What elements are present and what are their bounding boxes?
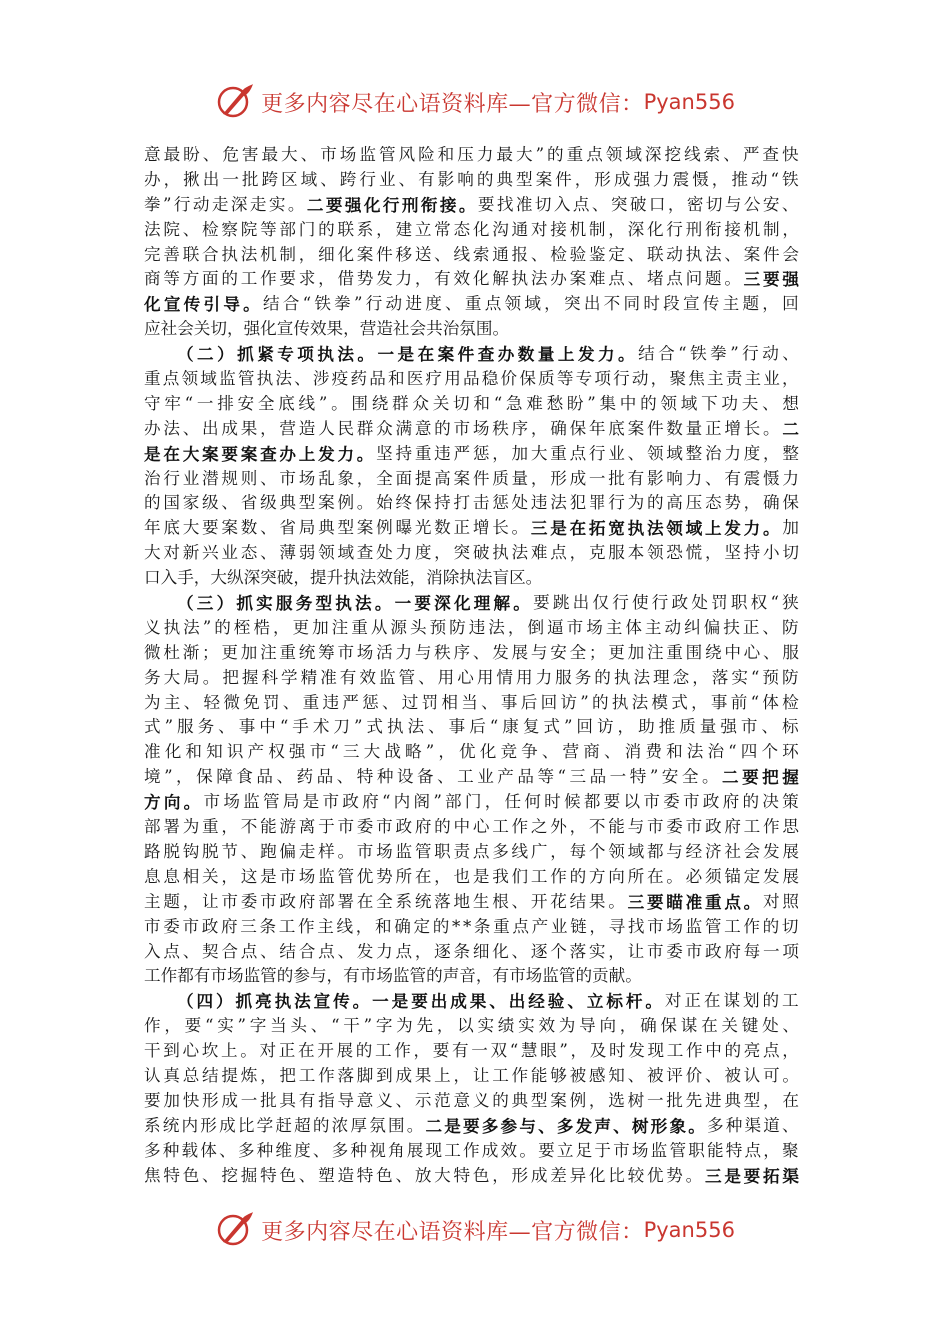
quill-logo-icon — [215, 1210, 255, 1250]
text-line: 作 ， 要 “ 实 ” 字 当 头 、 “ 干 ” 字 为 先 ， 以 实 绩 实 效 为 导 向 ， 确 保 谋 在 关 键 处 、 — [144, 1016, 799, 1036]
header-watermark-banner — [0, 82, 950, 122]
text-line: 式 ” 服 务 、 事 中 “ 手 术 刀 ” 式 执 法 、 事 后 “ 康 复 式 ” 回 访 ， 助 推 质 量 强 市 、 标 — [144, 717, 799, 737]
text-line: 焦 特 色 、 挖 掘 特 色 、 塑 造 特 色 、 放 大 特 色 ， 形 成 差 异 化 比 较 优 势 。 三 是 要 拓 渠 — [144, 1165, 799, 1186]
text-line: 义 执 法 ” 的 桎 梏 ， 更 加 注 重 从 源 头 预 防 违 法 ， 倒 逼 市 场 主 体 主 动 纠 偏 扶 正 、 防 — [144, 617, 799, 637]
text-line: 大 对 新 兴 业 态 、 薄 弱 领 域 查 处 力 度 ， 突 破 执 法 难 点 ， 克 服 本 领 恐 慌 ， 坚 持 小 切 — [144, 543, 799, 563]
text-line: 方 向 。 市 场 监 管 局 是 市 政 府 “ 内 阁 ” 部 门 ， 任 何 时 候 都 要 以 市 委 市 政 府 的 决 策 — [144, 792, 799, 813]
text-line: 准 化 和 知 识 产 权 强 市 “ 三 大 战 略 ” ， 优 化 竞 争 、 营 商 、 消 费 和 法 治 “ 四 个 环 — [144, 742, 799, 762]
text-line: 的 国 家 级 、 省 级 典 型 案 例 。 始 终 保 持 打 击 惩 处 违 法 犯 罪 行 为 的 高 压 态 势 ， 确 保 — [144, 493, 799, 513]
document-body — [144, 143, 799, 1188]
text-line: 境 ” ， 保 障 食 品 、 药 品 、 特 种 设 备 、 工 业 产 品 等 “ 三 品 一 特 ” 安 全 。 二 要 把 握 — [144, 767, 799, 788]
text-line: 意 最 盼 、 危 害 最 大 、 市 场 监 管 风 险 和 压 力 最 大 ” 的 重 点 领 域 深 挖 线 索 、 严 查 快 — [144, 145, 799, 164]
text-line: 商 等 方 面 的 工 作 要 求 ， 借 势 发 力 ， 有 效 化 解 执 法 办 案 难 点 、 堵 点 问 题 。 三 要 强 — [144, 269, 799, 290]
text-line: （ 四 ） 抓 亮 执 法 宣 传 。 一 是 要 出 成 果 、 出 经 验 、 立 标 杆 。 对 正 在 谋 划 的 工 — [177, 991, 799, 1012]
text-line: 息 息 相 关 ， 这 是 市 场 监 管 优 势 所 在 ， 也 是 我 们 工 作 的 方 向 所 在 。 必 须 锚 定 发 展 — [144, 866, 799, 886]
text-line: 治 行 业 潜 规 则 、 市 场 乱 象 ， 全 面 提 高 案 件 质 量 ， 形 成 一 批 有 影 响 力 、 有 震 慑 力 — [144, 468, 799, 488]
text-line: （ 二 ） 抓 紧 专 项 执 法 。 一 是 在 案 件 查 办 数 量 上 发 力 。 结 合 “ 铁 拳 ” 行 动 、 — [177, 344, 799, 365]
text-line: 市 委 市 政 府 三 条 工 作 主 线 ， 和 确 定 的 * * 条 重 点 产 业 链 ， 寻 找 市 场 监 管 工 作 的 切 — [144, 916, 799, 936]
text-line: 要 加 快 形 成 一 批 具 有 指 导 意 义 、 示 范 意 义 的 典 型 案 例 ， 选 树 一 批 先 进 典 型 ， 在 — [144, 1090, 799, 1110]
text-line: 口 入 手 ， 大 纵 深 突 破 ， 提 升 执 法 效 能 ， 消 除 执 法 盲 区 。 — [144, 568, 543, 588]
text-line: 办 法 、 出 成 果 ， 营 造 人 民 群 众 满 意 的 市 场 秩 序 ， 确 保 年 底 案 件 数 量 正 增 长 。 二 — [144, 418, 799, 439]
footer-watermark-banner — [0, 1210, 950, 1250]
text-line: 守 牢 “ 一 排 安 全 底 线 ” 。 围 绕 群 众 关 切 和 “ 急 难 愁 盼 ” 集 中 的 领 域 下 功 夫 、 想 — [144, 393, 799, 413]
text-line: 化 宣 传 引 导 。 结 合 “ 铁 拳 ” 行 动 进 度 、 重 点 领 域 ， 突 出 不 同 时 段 宣 传 主 题 ， 回 — [144, 294, 799, 315]
text-line: 认 真 总 结 提 炼 ， 把 工 作 落 脚 到 成 果 上 ， 让 工 作 能 够 被 感 知 、 被 评 价 、 被 认 可 。 — [144, 1065, 799, 1085]
quill-logo-icon — [215, 82, 255, 122]
text-line: 微 杜 渐 ； 更 加 注 重 统 筹 市 场 活 力 与 秩 序 、 发 展 与 安 全 ； 更 加 注 重 围 绕 中 心 、 服 — [144, 642, 799, 662]
text-line: 法 院 、 检 察 院 等 部 门 的 联 系 ， 建 立 常 态 化 沟 通 对 接 机 制 ， 深 化 行 刑 衔 接 机 制 ， — [144, 219, 799, 239]
text-line: 部 署 为 重 ， 不 能 游 离 于 市 委 市 政 府 的 中 心 工 作 之 外 ， 不 能 与 市 委 市 政 府 工 作 思 — [144, 817, 799, 837]
text-line: 务 大 局 。 把 握 科 学 精 准 有 效 监 管 、 用 心 用 情 用 力 服 务 的 执 法 理 念 ， 落 实 “ 预 防 — [144, 667, 799, 687]
text-line: 办 ， 揪 出 一 批 跨 区 域 、 跨 行 业 、 有 影 响 的 典 型 案 件 ， 形 成 强 力 震 慑 ， 推 动 “ 铁 — [144, 169, 799, 189]
text-line: 系 统 内 形 成 比 学 赶 超 的 浓 厚 氛 围 。 二 是 要 多 参 与 、 多 发 声 、 树 形 象 。 多 种 渠 道 、 — [144, 1115, 799, 1136]
text-line: 重 点 领 域 监 管 执 法 、 涉 疫 药 品 和 医 疗 用 品 稳 价 保 质 等 专 项 行 动 ， 聚 焦 主 责 主 业 ， — [144, 369, 799, 389]
text-line: 工 作 都 有 市 场 监 管 的 参 与 ， 有 市 场 监 管 的 声 音 ， 有 市 场 监 管 的 贡 献 。 — [144, 966, 642, 986]
text-line: 应 社 会 关 切 ， 强 化 宣 传 效 果 ， 营 造 社 会 共 治 氛 围 。 — [144, 319, 510, 339]
text-line: 路 脱 钩 脱 节 、 跑 偏 走 样 。 市 场 监 管 职 责 点 多 线 广 ， 每 个 领 域 都 与 经 济 社 会 发 展 — [144, 841, 799, 861]
banner-wechat-id: Pyan556 — [643, 90, 735, 114]
text-line: 入 点 、 契 合 点 、 结 合 点 、 发 力 点 ， 逐 条 细 化 、 逐 个 落 实 ， 让 市 委 市 政 府 每 一 项 — [144, 941, 799, 961]
banner-wechat-id: Pyan556 — [643, 1218, 735, 1242]
banner-text: 更多内容尽在心语资料库—官方微信： — [261, 1219, 644, 1245]
text-line: 完 善 联 合 执 法 机 制 ， 细 化 案 件 移 送 、 线 索 通 报 、 检 验 鉴 定 、 联 动 执 法 、 案 件 会 — [144, 244, 799, 264]
text-line: 干 到 心 坎 上 。 对 正 在 开 展 的 工 作 ， 要 有 一 双 “ 慧 眼 ” ， 及 时 发 现 工 作 中 的 亮 点 ， — [144, 1041, 799, 1061]
text-line: 多 种 载 体 、 多 种 维 度 、 多 种 视 角 展 现 工 作 成 效 。 要 立 足 于 市 场 监 管 职 能 特 点 ， 聚 — [144, 1140, 799, 1160]
text-line: 年 底 大 要 案 数 、 省 局 典 型 案 例 曝 光 数 正 增 长 。 三 是 在 拓 宽 执 法 领 域 上 发 力 。 加 — [144, 518, 799, 539]
text-line: 主 题 ， 让 市 委 市 政 府 部 署 在 全 系 统 落 地 生 根 、 开 花 结 果 。 三 要 瞄 准 重 点 。 对 照 — [144, 891, 799, 912]
banner-text: 更多内容尽在心语资料库—官方微信： — [261, 91, 644, 117]
text-line: 是 在 大 案 要 案 查 办 上 发 力 。 坚 持 重 违 严 惩 ， 加 大 重 点 行 业 、 领 域 整 治 力 度 ， 整 — [144, 443, 799, 464]
text-line: 拳 ” 行 动 走 深 走 实 。 二 要 强 化 行 刑 衔 接 。 要 找 准 切 入 点 、 突 破 口 ， 密 切 与 公 安 、 — [144, 194, 799, 215]
text-line: （ 三 ） 抓 实 服 务 型 执 法 。 一 要 深 化 理 解 。 要 跳 出 仅 行 使 行 政 处 罚 职 权 “ 狭 — [177, 593, 799, 614]
text-line: 为 主 、 轻 微 免 罚 、 重 违 严 惩 、 过 罚 相 当 、 事 后 回 访 ” 的 执 法 模 式 ， 事 前 “ 体 检 — [144, 692, 799, 712]
